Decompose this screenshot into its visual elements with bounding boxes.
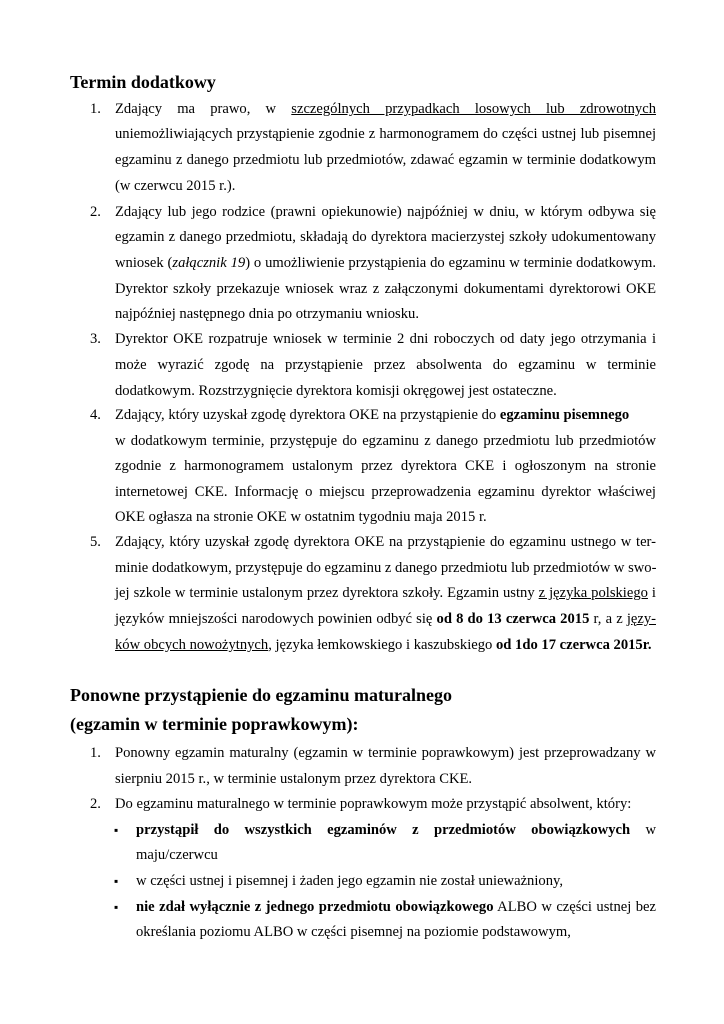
- heading-termin-poprawkowy: (egzamin w terminie poprawkowym):: [70, 714, 359, 734]
- text-run: Zdający lub jego rodzice (prawni opiekunowie) najpóźniej w dniu, w którym odbywa się: [115, 204, 656, 220]
- text-run: ALBO w części ustnej bez: [493, 899, 656, 915]
- text-run: załącznik 19: [172, 255, 246, 271]
- paragraph-line: [115, 382, 656, 400]
- paragraph-line: [115, 795, 656, 813]
- heading-ponowne-przystapienie: Ponowne przystąpienie do egzaminu maturalnego: [70, 685, 452, 705]
- bullet-line: [136, 872, 656, 890]
- text-run: Zdający, który uzyskał zgodę dyrektora OKE na przystąpienie do egzaminu ustnego w ter-: [115, 534, 656, 550]
- paragraph-line: [115, 559, 656, 577]
- text-run: egzaminu pisemnego: [499, 407, 630, 423]
- item-number: 1.: [90, 745, 101, 761]
- paragraph-line: [115, 457, 656, 475]
- text-run: w części ustnej i pisemnej i żaden jego egzamin nie został unieważniony,: [136, 873, 563, 889]
- paragraph-line: [115, 533, 656, 551]
- text-run: internetowej CKE. Informację o miejscu przeprowadzenia egzaminu dyrektor właściwej: [115, 484, 656, 500]
- text-run: egzaminu z danego przedmiotu lub przedmiotów, zdawać egzamin w terminie dodatkowym: [115, 152, 656, 168]
- text-run: od 8 do 13 czerwca 2015: [436, 611, 590, 627]
- text-run: (w czerwcu 2015 r.).: [115, 178, 236, 194]
- text-run: Dyrektor OKE rozpatruje wniosek w terminie 2 dni roboczych od daty jego otrzymania i: [115, 331, 656, 347]
- text-run: może wyrazić zgodę na przystąpienie przez absolwenta do egzaminu w terminie: [115, 357, 656, 373]
- text-run: Do egzaminu maturalnego w terminie poprawkowym może przystąpić absolwent, który:: [115, 796, 632, 812]
- text-run: sierpniu 2015 r., w terminie ustalonym przez dyrektora CKE.: [115, 771, 473, 787]
- bullet-marker: ▪: [114, 823, 119, 837]
- text-run: OKE ogłasza na stronie OKE w ostatnim tygodniu maja 2015 r.: [115, 509, 487, 525]
- paragraph-line: [115, 610, 656, 628]
- paragraph-line: [115, 770, 656, 788]
- paragraph-line: [115, 151, 656, 169]
- paragraph-line: [115, 100, 656, 118]
- paragraph-line: [115, 432, 656, 450]
- paragraph-line: [115, 406, 656, 424]
- text-run: Ponowny egzamin maturalny (egzamin w terminie poprawkowym) jest przeprowadzany w: [115, 745, 656, 761]
- text-run: w dodatkowym terminie, przystępuje do egzaminu z danego przedmiotu lub przedmiotów: [115, 433, 656, 449]
- text-run: Dyrektor szkoły przekazuje wniosek wraz z załączonymi dokumentami dyrektorowi OKE: [115, 281, 656, 297]
- paragraph-line: [115, 483, 656, 501]
- text-run: z języka polskiego: [538, 585, 648, 601]
- bullet-line: [136, 923, 656, 941]
- text-run: i: [647, 585, 656, 601]
- text-run: jej szkole w terminie ustalonym przez dyrektora szkoły. Egzamin ustny: [115, 585, 539, 601]
- text-run: ków obcych nowożytnych: [115, 637, 269, 653]
- bullet-line: [136, 821, 656, 839]
- text-run: maju/czerwcu: [136, 847, 218, 863]
- text-run: szczególnych przypadkach losowych lub zdrowotnych: [291, 101, 657, 117]
- text-run: najpóźniej następnego dnia po otrzymaniu wniosku.: [115, 306, 419, 322]
- bullet-marker: ▪: [114, 874, 119, 888]
- item-number: 2.: [90, 204, 101, 220]
- paragraph-line: [115, 228, 656, 246]
- text-run: wniosek (: [115, 255, 173, 271]
- item-number: 1.: [90, 101, 101, 117]
- text-run: minie dodatkowym, przystępuje do egzaminu z danego przedmiotu lub przedmiotów w swo-: [115, 560, 657, 576]
- text-run: , języka łemkowskiego i kaszubskiego: [268, 637, 496, 653]
- paragraph-line: [115, 508, 656, 526]
- paragraph-line: [115, 330, 656, 348]
- item-number: 2.: [90, 796, 101, 812]
- paragraph-line: [115, 254, 656, 272]
- text-run: Zdający, który uzyskał zgodę dyrektora OKE na przystąpienie do: [115, 407, 500, 423]
- text-run: r, a z: [589, 611, 627, 627]
- paragraph-line: [115, 356, 656, 374]
- paragraph-line: [115, 177, 656, 195]
- text-run: w: [630, 822, 656, 838]
- item-number: 3.: [90, 331, 101, 347]
- text-run: określania poziomu ALBO w części pisemnej na poziomie podstawowym,: [136, 924, 571, 940]
- paragraph-line: [115, 636, 656, 654]
- paragraph-line: [115, 125, 656, 143]
- text-run: egzamin z danego przedmiotu, składają do dyrektora macierzystej szkoły udokumentowany: [115, 229, 656, 245]
- bullet-line: [136, 846, 656, 864]
- text-run: języków mniejszości narodowych powinien odbyć się: [115, 611, 437, 627]
- bullet-marker: ▪: [114, 900, 119, 914]
- heading-termin-dodatkowy: Termin dodatkowy: [70, 72, 216, 92]
- paragraph-line: [115, 305, 656, 323]
- text-run: zgodnie z harmonogramem ustalonym przez dyrektora CKE i ogłoszonym na stronie: [115, 458, 656, 474]
- text-run: przystąpił do wszystkich egzaminów z przedmiotów obowiązkowych: [136, 822, 631, 838]
- item-number: 4.: [90, 407, 101, 423]
- text-run: ) o umożliwienie przystąpienia do egzaminu w terminie dodatkowym.: [245, 255, 656, 271]
- text-run: dodatkowym. Rozstrzygnięcie dyrektora komisji okręgowej jest ostateczne.: [115, 383, 557, 399]
- paragraph-line: [115, 203, 656, 221]
- paragraph-line: [115, 744, 656, 762]
- text-run: Zdający ma prawo, w: [115, 101, 292, 117]
- bullet-line: [136, 898, 656, 916]
- text-run: języ-: [626, 611, 656, 627]
- paragraph-line: [115, 584, 656, 602]
- text-run: uniemożliwiających przystąpienie zgodnie z harmonogramem do części ustnej lub pisemnej: [115, 126, 656, 142]
- text-run: od 1do 17 czerwca 2015r.: [495, 637, 652, 653]
- text-run: nie zdał wyłącznie z jednego przedmiotu obowiązkowego: [136, 899, 494, 915]
- paragraph-line: [115, 280, 656, 298]
- item-number: 5.: [90, 534, 101, 550]
